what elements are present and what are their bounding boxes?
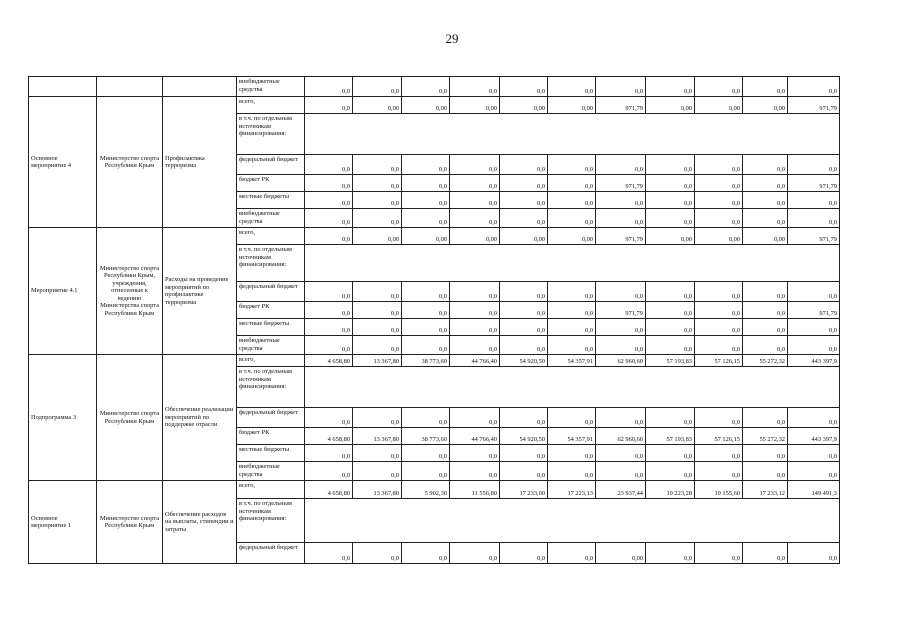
value-cell: 0,0 — [743, 155, 788, 175]
value-cell: 0,0 — [305, 175, 353, 192]
row-name-cell: Основное мероприятие 1 — [29, 481, 97, 564]
value-cell: 0,0 — [646, 336, 695, 355]
funding-source-cell: федеральный бюджет — [237, 282, 305, 302]
value-cell: 54 357,91 — [548, 355, 596, 367]
value-cell: 0,0 — [596, 282, 646, 302]
page-number: 29 — [445, 31, 459, 46]
value-cell: 0,0 — [353, 155, 402, 175]
value-cell: 0,0 — [788, 192, 840, 209]
table-row — [29, 77, 840, 97]
table-row — [29, 97, 840, 114]
value-cell: 443 397,9 — [788, 355, 840, 367]
value-cell: 0,00 — [402, 97, 450, 114]
value-cell — [695, 114, 743, 155]
value-cell — [450, 114, 500, 155]
value-cell: 0,0 — [402, 282, 450, 302]
value-cell: 0,0 — [596, 445, 646, 462]
value-cell: 0,0 — [402, 445, 450, 462]
value-cell: 0,0 — [402, 302, 450, 319]
value-cell: 0,0 — [500, 543, 548, 564]
value-cell: 0,0 — [450, 175, 500, 192]
value-cell: 0,00 — [450, 97, 500, 114]
value-cell: 0,00 — [500, 97, 548, 114]
value-cell: 0,00 — [695, 97, 743, 114]
value-cell: 0,0 — [500, 209, 548, 228]
value-cell: 0,0 — [353, 175, 402, 192]
value-cell: 0,0 — [743, 209, 788, 228]
value-cell: 0,00 — [548, 97, 596, 114]
value-cell: 0,0 — [450, 155, 500, 175]
value-cell: 0,00 — [743, 97, 788, 114]
value-cell: 0,0 — [500, 462, 548, 481]
value-cell: 0,0 — [596, 192, 646, 209]
funding-source-cell: бюджет РК — [237, 302, 305, 319]
description-cell — [163, 77, 237, 97]
value-cell — [596, 114, 646, 155]
value-cell: 0,0 — [788, 209, 840, 228]
funding-source-cell: всего, — [237, 228, 305, 245]
value-cell: 0,0 — [548, 445, 596, 462]
funding-source-cell: бюджет РК — [237, 175, 305, 192]
value-cell: 0,00 — [402, 228, 450, 245]
value-cell: 0,0 — [743, 192, 788, 209]
funding-source-cell: всего, — [237, 355, 305, 367]
value-cell: 0,0 — [743, 336, 788, 355]
value-cell: 971,79 — [596, 175, 646, 192]
value-cell: 0,0 — [548, 282, 596, 302]
value-cell: 0,00 — [500, 228, 548, 245]
value-cell: 0,0 — [353, 302, 402, 319]
value-cell: 971,79 — [596, 228, 646, 245]
value-cell: 0,0 — [695, 462, 743, 481]
value-cell — [646, 114, 695, 155]
value-cell: 23 937,44 — [596, 481, 646, 499]
value-cell: 0,0 — [402, 319, 450, 336]
value-cell — [743, 499, 788, 543]
value-cell: 0,0 — [402, 408, 450, 428]
funding-source-cell: всего, — [237, 97, 305, 114]
value-cell: 0,0 — [695, 336, 743, 355]
value-cell: 55 272,32 — [743, 355, 788, 367]
value-cell: 0,0 — [353, 319, 402, 336]
value-cell: 0,0 — [596, 462, 646, 481]
value-cell — [402, 114, 450, 155]
value-cell: 971,79 — [788, 302, 840, 319]
value-cell: 0,0 — [695, 192, 743, 209]
value-cell: 0,00 — [353, 97, 402, 114]
value-cell: 0,0 — [788, 336, 840, 355]
value-cell: 0,0 — [743, 302, 788, 319]
value-cell: 0,0 — [402, 192, 450, 209]
value-cell: 0,00 — [646, 97, 695, 114]
value-cell: 0,0 — [646, 155, 695, 175]
description-cell: Обеспечение реализации мероприятий по поддержке отрасли — [163, 355, 237, 481]
value-cell: 57 126,15 — [695, 355, 743, 367]
value-cell: 0,0 — [548, 319, 596, 336]
value-cell: 0,0 — [305, 302, 353, 319]
value-cell: 0,0 — [788, 155, 840, 175]
value-cell: 0,0 — [788, 408, 840, 428]
value-cell: 0,0 — [788, 319, 840, 336]
value-cell: 0,0 — [646, 77, 695, 97]
value-cell: 0,0 — [695, 543, 743, 564]
value-cell: 0,0 — [353, 192, 402, 209]
description-cell: Профилактика терроризма — [163, 97, 237, 228]
value-cell: 0,0 — [788, 462, 840, 481]
value-cell: 971,79 — [596, 302, 646, 319]
funding-source-cell: в т.ч. по отдельным источникам финансирования: — [237, 114, 305, 155]
value-cell: 0,0 — [500, 282, 548, 302]
value-cell: 0,00 — [743, 228, 788, 245]
value-cell: 17 223,13 — [548, 481, 596, 499]
value-cell: 0,0 — [743, 175, 788, 192]
value-cell — [402, 245, 450, 282]
value-cell: 0,0 — [548, 209, 596, 228]
value-cell — [500, 245, 548, 282]
value-cell: 0,00 — [450, 228, 500, 245]
value-cell: 0,0 — [695, 77, 743, 97]
executor-cell: Министерство спорта Республики Крым — [97, 481, 163, 564]
value-cell: 0,0 — [402, 175, 450, 192]
value-cell: 0,0 — [646, 408, 695, 428]
value-cell: 0,0 — [305, 155, 353, 175]
value-cell: 0,0 — [695, 408, 743, 428]
table-row — [29, 481, 840, 499]
value-cell: 0,0 — [305, 192, 353, 209]
value-cell: 0,0 — [353, 462, 402, 481]
value-cell: 0,0 — [646, 192, 695, 209]
value-cell — [788, 114, 840, 155]
value-cell: 0,0 — [596, 336, 646, 355]
value-cell: 0,0 — [402, 209, 450, 228]
value-cell: 0,0 — [548, 408, 596, 428]
funding-source-cell: федеральный бюджет — [237, 543, 305, 564]
value-cell: 17 233,12 — [743, 481, 788, 499]
value-cell: 0,0 — [548, 155, 596, 175]
funding-source-cell: бюджет РК — [237, 428, 305, 445]
value-cell — [548, 114, 596, 155]
funding-source-cell: в т.ч. по отдельным источникам финансирования: — [237, 367, 305, 408]
value-cell: 0,0 — [695, 302, 743, 319]
value-cell: 13 367,80 — [353, 428, 402, 445]
funding-source-cell: внебюджетные средства — [237, 336, 305, 355]
value-cell — [305, 499, 353, 543]
value-cell: 0,0 — [305, 543, 353, 564]
value-cell — [743, 367, 788, 408]
value-cell: 0,0 — [788, 543, 840, 564]
funding-source-cell: внебюджетные средства — [237, 77, 305, 97]
value-cell: 0,0 — [743, 77, 788, 97]
value-cell: 0,0 — [695, 445, 743, 462]
value-cell: 0,0 — [450, 192, 500, 209]
value-cell: 0,0 — [500, 155, 548, 175]
value-cell: 0,00 — [353, 228, 402, 245]
value-cell: 0,00 — [646, 228, 695, 245]
value-cell: 38 773,60 — [402, 355, 450, 367]
value-cell: 0,0 — [596, 209, 646, 228]
value-cell: 57 193,83 — [646, 428, 695, 445]
value-cell: 0,0 — [743, 543, 788, 564]
value-cell: 0,0 — [500, 192, 548, 209]
funding-source-cell: внебюджетные средства — [237, 209, 305, 228]
value-cell: 0,0 — [402, 336, 450, 355]
value-cell — [646, 245, 695, 282]
funding-source-cell: в т.ч. по отдельным источникам финансирования: — [237, 245, 305, 282]
executor-cell: Министерство спорта Республики Крым — [97, 97, 163, 228]
value-cell: 0,0 — [646, 282, 695, 302]
value-cell: 0,0 — [500, 336, 548, 355]
value-cell — [743, 245, 788, 282]
value-cell: 13 367,80 — [353, 355, 402, 367]
value-cell: 0,0 — [596, 319, 646, 336]
value-cell: 19 155,60 — [695, 481, 743, 499]
value-cell: 44 766,40 — [450, 428, 500, 445]
value-cell: 54 920,50 — [500, 428, 548, 445]
value-cell: 0,0 — [646, 543, 695, 564]
value-cell: 0,0 — [695, 319, 743, 336]
value-cell — [500, 114, 548, 155]
value-cell — [548, 499, 596, 543]
value-cell: 57 193,83 — [646, 355, 695, 367]
value-cell: 0,0 — [402, 462, 450, 481]
value-cell: 0,0 — [305, 77, 353, 97]
value-cell — [353, 499, 402, 543]
value-cell: 0,0 — [646, 445, 695, 462]
value-cell: 0,0 — [788, 445, 840, 462]
executor-cell: Министерство спорта Республики Крым — [97, 355, 163, 481]
funding-source-cell: местные бюджеты — [237, 319, 305, 336]
value-cell: 54 357,91 — [548, 428, 596, 445]
value-cell: 0,0 — [646, 462, 695, 481]
funding-source-cell: федеральный бюджет — [237, 155, 305, 175]
value-cell: 0,0 — [305, 336, 353, 355]
value-cell: 0,0 — [548, 336, 596, 355]
executor-cell — [97, 77, 163, 97]
financing-table — [28, 76, 840, 564]
funding-source-cell: в т.ч. по отдельным источникам финансирования: — [237, 499, 305, 543]
value-cell: 0,0 — [743, 445, 788, 462]
value-cell: 0,0 — [788, 77, 840, 97]
funding-source-cell: местные бюджеты — [237, 192, 305, 209]
value-cell: 0,0 — [646, 302, 695, 319]
value-cell — [450, 367, 500, 408]
value-cell: 0,0 — [548, 192, 596, 209]
value-cell: 0,0 — [596, 155, 646, 175]
description-cell: Обеспечение расходов на выплаты, стипендии и затраты — [163, 481, 237, 564]
funding-source-cell: всего, — [237, 481, 305, 499]
value-cell: 0,0 — [500, 302, 548, 319]
value-cell: 0,0 — [548, 462, 596, 481]
value-cell — [305, 367, 353, 408]
value-cell: 0,0 — [305, 209, 353, 228]
table-row — [29, 228, 840, 245]
value-cell: 0,0 — [646, 319, 695, 336]
value-cell: 19 223,28 — [646, 481, 695, 499]
value-cell: 0,0 — [305, 408, 353, 428]
value-cell: 0,0 — [305, 462, 353, 481]
value-cell — [788, 367, 840, 408]
value-cell: 62 960,60 — [596, 355, 646, 367]
value-cell: 4 658,80 — [305, 428, 353, 445]
value-cell: 0,0 — [695, 282, 743, 302]
value-cell: 0,0 — [353, 336, 402, 355]
value-cell: 0,0 — [500, 175, 548, 192]
value-cell: 971,79 — [596, 97, 646, 114]
value-cell: 0,0 — [305, 319, 353, 336]
value-cell: 11 556,80 — [450, 481, 500, 499]
value-cell: 0,0 — [353, 445, 402, 462]
value-cell: 0,0 — [548, 543, 596, 564]
value-cell: 0,0 — [450, 336, 500, 355]
value-cell: 443 397,9 — [788, 428, 840, 445]
value-cell: 57 126,15 — [695, 428, 743, 445]
value-cell — [353, 367, 402, 408]
value-cell: 0,0 — [353, 77, 402, 97]
value-cell: 0,0 — [596, 408, 646, 428]
value-cell — [743, 114, 788, 155]
value-cell — [548, 367, 596, 408]
value-cell: 38 773,60 — [402, 428, 450, 445]
value-cell: 0,0 — [695, 175, 743, 192]
executor-cell: Министерство спорта Республики Крым, учреждения, отнесенные к ведению Министерства спорта Республики Крым — [97, 228, 163, 355]
value-cell: 0,0 — [305, 228, 353, 245]
value-cell: 0,0 — [353, 209, 402, 228]
value-cell — [788, 499, 840, 543]
value-cell: 0,0 — [743, 282, 788, 302]
value-cell: 54 920,50 — [500, 355, 548, 367]
value-cell: 5 902,30 — [402, 481, 450, 499]
value-cell: 971,79 — [788, 228, 840, 245]
value-cell — [596, 245, 646, 282]
value-cell — [450, 245, 500, 282]
funding-source-cell: местные бюджеты — [237, 445, 305, 462]
value-cell: 0,0 — [450, 77, 500, 97]
value-cell: 149 491,3 — [788, 481, 840, 499]
row-name-cell: Основное мероприятие 4 — [29, 97, 97, 228]
value-cell — [596, 499, 646, 543]
value-cell: 0,0 — [743, 319, 788, 336]
value-cell: 0,00 — [695, 228, 743, 245]
value-cell: 0,0 — [695, 155, 743, 175]
value-cell — [402, 499, 450, 543]
value-cell: 62 960,60 — [596, 428, 646, 445]
value-cell: 0,0 — [743, 462, 788, 481]
value-cell: 0,0 — [500, 408, 548, 428]
value-cell: 0,0 — [500, 77, 548, 97]
value-cell: 0,0 — [305, 445, 353, 462]
value-cell — [402, 367, 450, 408]
value-cell: 17 233,00 — [500, 481, 548, 499]
value-cell: 13 367,80 — [353, 481, 402, 499]
value-cell: 0,00 — [548, 228, 596, 245]
value-cell: 0,0 — [646, 209, 695, 228]
value-cell: 0,0 — [402, 77, 450, 97]
value-cell: 0,0 — [548, 77, 596, 97]
funding-source-cell: внебюджетные средства — [237, 462, 305, 481]
value-cell — [695, 367, 743, 408]
value-cell: 0,00 — [596, 543, 646, 564]
row-name-cell — [29, 77, 97, 97]
value-cell: 0,0 — [450, 462, 500, 481]
value-cell — [500, 367, 548, 408]
value-cell: 0,0 — [548, 302, 596, 319]
value-cell: 0,0 — [450, 408, 500, 428]
value-cell: 971,79 — [788, 175, 840, 192]
funding-source-cell: федеральный бюджет — [237, 408, 305, 428]
row-name-cell: Мероприятие 4.1 — [29, 228, 97, 355]
value-cell — [646, 499, 695, 543]
value-cell: 0,0 — [450, 282, 500, 302]
value-cell: 0,0 — [305, 282, 353, 302]
value-cell: 0,0 — [450, 543, 500, 564]
row-name-cell: Подпрограмма 3 — [29, 355, 97, 481]
value-cell: 0,0 — [743, 408, 788, 428]
value-cell: 0,0 — [450, 302, 500, 319]
value-cell: 0,0 — [450, 209, 500, 228]
value-cell: 44 766,40 — [450, 355, 500, 367]
value-cell — [450, 499, 500, 543]
value-cell — [695, 245, 743, 282]
value-cell: 4 658,80 — [305, 355, 353, 367]
value-cell: 4 658,80 — [305, 481, 353, 499]
value-cell: 0,0 — [353, 408, 402, 428]
value-cell — [305, 114, 353, 155]
value-cell: 0,0 — [646, 175, 695, 192]
value-cell: 0,0 — [305, 97, 353, 114]
table-row — [29, 355, 840, 367]
value-cell: 0,0 — [500, 319, 548, 336]
value-cell: 0,0 — [596, 77, 646, 97]
value-cell: 0,0 — [353, 282, 402, 302]
value-cell: 0,0 — [788, 282, 840, 302]
value-cell: 0,0 — [450, 445, 500, 462]
value-cell: 0,0 — [402, 155, 450, 175]
value-cell — [305, 245, 353, 282]
value-cell: 0,0 — [500, 445, 548, 462]
value-cell — [646, 367, 695, 408]
value-cell — [695, 499, 743, 543]
value-cell — [500, 499, 548, 543]
value-cell: 0,0 — [695, 209, 743, 228]
value-cell: 55 272,32 — [743, 428, 788, 445]
value-cell — [548, 245, 596, 282]
value-cell: 0,0 — [402, 543, 450, 564]
value-cell — [788, 245, 840, 282]
value-cell: 971,79 — [788, 97, 840, 114]
value-cell — [353, 114, 402, 155]
value-cell: 0,0 — [450, 319, 500, 336]
value-cell: 0,0 — [353, 543, 402, 564]
value-cell — [596, 367, 646, 408]
value-cell — [353, 245, 402, 282]
value-cell: 0,0 — [548, 175, 596, 192]
description-cell: Расходы на проведение мероприятий по профилактике терроризма — [163, 228, 237, 355]
